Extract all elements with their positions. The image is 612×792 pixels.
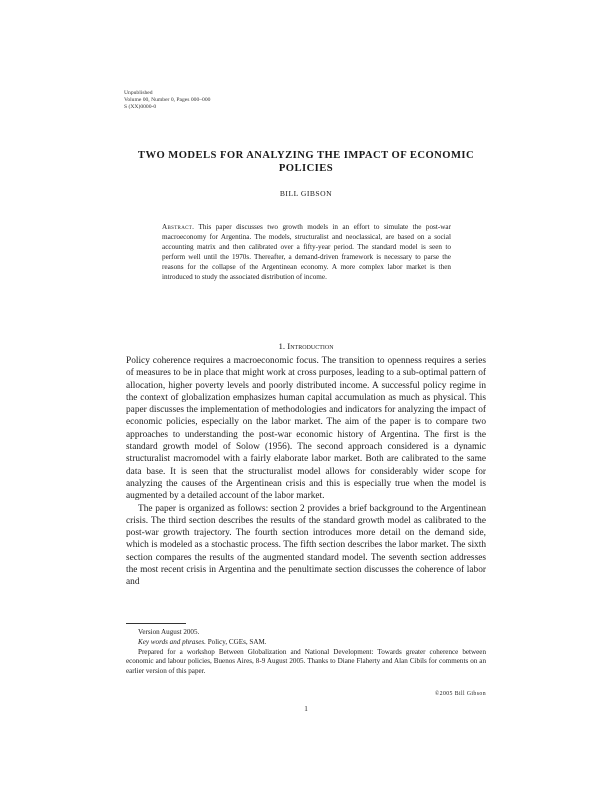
footnote-prepared: Prepared for a workshop Between Globalization and National Development: Towards greater coherence between economic and labour policies, Buenos Aires, 8-9 August 2005. Thanks to Diane Flaherty and Alan Cibils for comments on an earlier version of this paper. xyxy=(126,647,486,676)
section-heading xyxy=(110,341,502,351)
copyright-notice: ©2005 Bill Gibson xyxy=(434,691,486,697)
paper-title: TWO MODELS FOR ANALYZING THE IMPACT OF ECONOMIC POLICIES xyxy=(137,150,475,174)
abstract-label: Abstract. xyxy=(162,223,195,231)
keywords-label: Key words and phrases. xyxy=(138,637,206,646)
issn-line: S (XX)0000-0 xyxy=(124,104,157,111)
body-text xyxy=(126,355,486,589)
section-number: 1. xyxy=(278,341,286,351)
volume-line: Volume 00, Number 0, Pages 000–000 xyxy=(124,97,211,104)
keywords-text: Policy, CGEs, SAM. xyxy=(207,637,267,646)
paragraph: The paper is organized as follows: section 2 provides a brief background to the Argentinean crisis. The third section describes the results of the standard growth model as calibrated to the post-war growth trajectory. The fourth section introduces more detail on the demand side, which is modeled as a stochastic process. The fifth section describes the labor market. The sixth section compares the results of the augmented standard model. The seventh section addresses the most recent crisis in Argentina and the penultimate section discusses the coherence of labor and xyxy=(126,503,486,588)
publication-status: Unpublished xyxy=(124,90,153,96)
abstract xyxy=(162,222,451,283)
footnote-divider xyxy=(126,623,186,624)
footnotes xyxy=(126,628,486,677)
author-name: BILL GIBSON xyxy=(279,189,333,198)
page-number: 1 xyxy=(304,705,308,713)
abstract-text: This paper discusses two growth models in an effort to simulate the post-war macroeconomy for Argentina. The models, structuralist and neoclassical, are based on a social accounting matrix and then calibrated over a fifty-year period. The standard model is seen to perform well until the 1970s. Thereafter, a demand-driven framework is necessary to parse the reasons for the collapse of the Argentinean economy. A more complex labor market is then introduced to study the associated distribution of income. xyxy=(162,223,451,282)
paragraph: Policy coherence requires a macroeconomic focus. The transition to openness requires a series of measures to be in place that might work at cross purposes, leading to a sub-optimal pattern of allocation, higher poverty levels and poorly distributed income. A successful policy regime in the context of globalization emphasizes human capital accumulation as much as physical. This paper discusses the implementation of methodologies and indicators for analyzing the impact of economic policies, especially on the labor market. The aim of the paper is to compare two approaches to understanding the post-war economic history of Argentina. The first is the standard growth model of Solow (1956). The second approach considered is a dynamic structuralist macromodel with a fairly elaborate labor market. Both are calibrated to the same data base. It is seen that the structuralist model allows for considerably wider scope for analyzing the causes of the Argentinean crisis and this is especially true when the model is augmented by a detailed account of the labor market. xyxy=(126,356,486,502)
footnote-keywords xyxy=(126,638,486,648)
footnote-version: Version August 2005. xyxy=(138,628,200,636)
section-title: Introduction xyxy=(287,341,334,351)
journal-header xyxy=(124,90,210,112)
